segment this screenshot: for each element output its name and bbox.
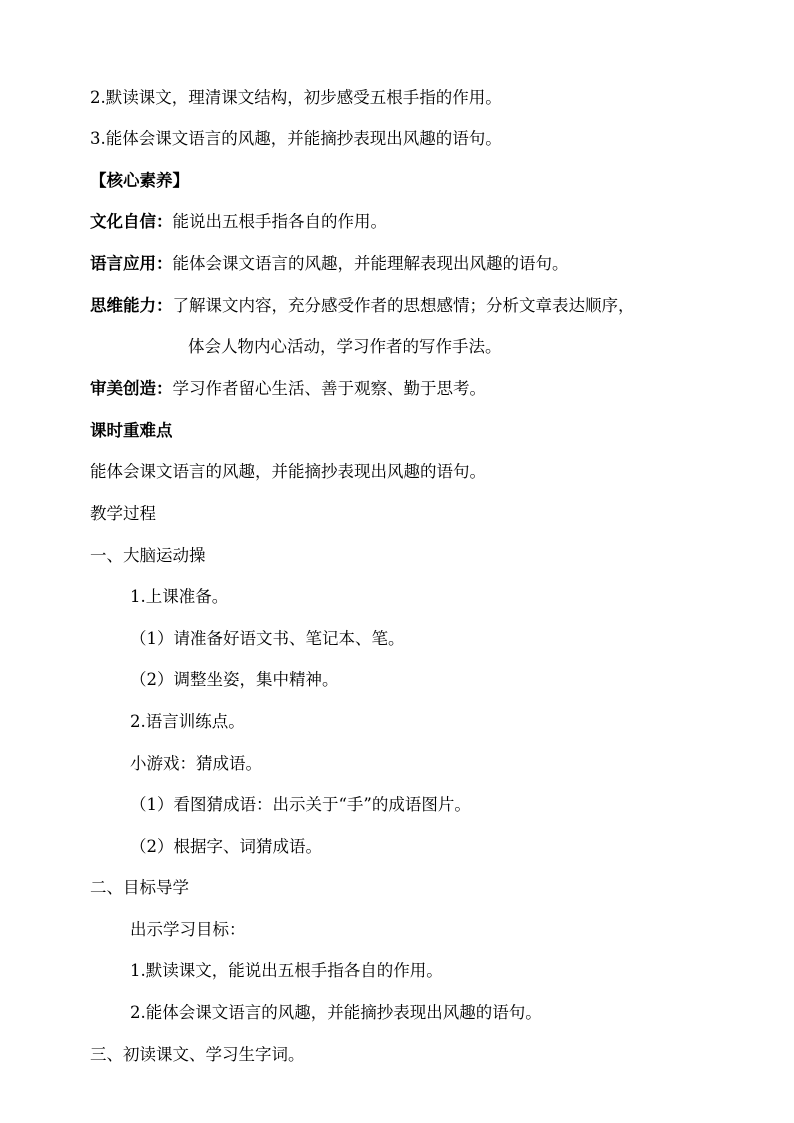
literacy-thinking-continuation: 体会人物内心活动，学习作者的写作手法。 [188,337,502,356]
section-2-intro: 出示学习目标： [130,920,246,939]
literacy-thinking [90,294,704,318]
literacy-language-label: 语言应用： [90,254,173,273]
section-1-title: 一、大脑运动操 [90,546,206,565]
objective-3: 3.能体会课文语言的风趣，并能摘抄表现出风趣的语句。 [90,129,502,148]
section-1-item-1-sub-2: （2）调整坐姿，集中精神。 [130,670,339,689]
literacy-culture-text: 能说出五根手指各自的作用。 [172,212,387,231]
section-1-item-2: 2.语言训练点。 [130,712,245,731]
literacy-aesthetic-label: 审美创造： [90,379,173,398]
section-1-item-2-sub-2: （2）根据字、词猜成语。 [130,837,322,856]
process-heading: 教学过程 [90,504,156,523]
key-difficulty-heading: 课时重难点 [90,421,173,440]
literacy-aesthetic-text: 学习作者留心生活、善于观察、勤于思考。 [172,379,486,398]
literacy-culture [90,210,704,234]
literacy-thinking-label: 思维能力： [90,296,173,315]
core-literacy-heading: 【核心素养】 [90,171,189,190]
literacy-aesthetic [90,377,704,401]
section-2-goal-2: 2.能体会课文语言的风趣，并能摘抄表现出风趣的语句。 [130,1003,542,1022]
section-1-item-1: 1.上课准备。 [130,587,229,606]
literacy-language [90,252,704,276]
objective-2: 2.默读课文，理清课文结构，初步感受五根手指的作用。 [90,88,502,107]
key-difficulty-text: 能体会课文语言的风趣，并能摘抄表现出风趣的语句。 [90,462,486,481]
section-2-goal-1: 1.默读课文，能说出五根手指各自的作用。 [130,961,443,980]
section-2-title: 二、目标导学 [90,878,189,897]
literacy-thinking-text: 了解课文内容，充分感受作者的思想感情；分析文章表达顺序， [172,296,635,315]
section-1-item-2-sub-1: （1）看图猜成语：出示关于“手”的成语图片。 [130,795,471,814]
literacy-culture-label: 文化自信： [90,212,173,231]
section-3-title: 三、初读课文、学习生字词。 [90,1045,305,1064]
literacy-language-text: 能体会课文语言的风趣，并能理解表现出风趣的语句。 [172,254,569,273]
section-1-game: 小游戏：猜成语。 [130,754,262,773]
section-1-item-1-sub-1: （1）请准备好语文书、笔记本、笔。 [130,629,405,648]
